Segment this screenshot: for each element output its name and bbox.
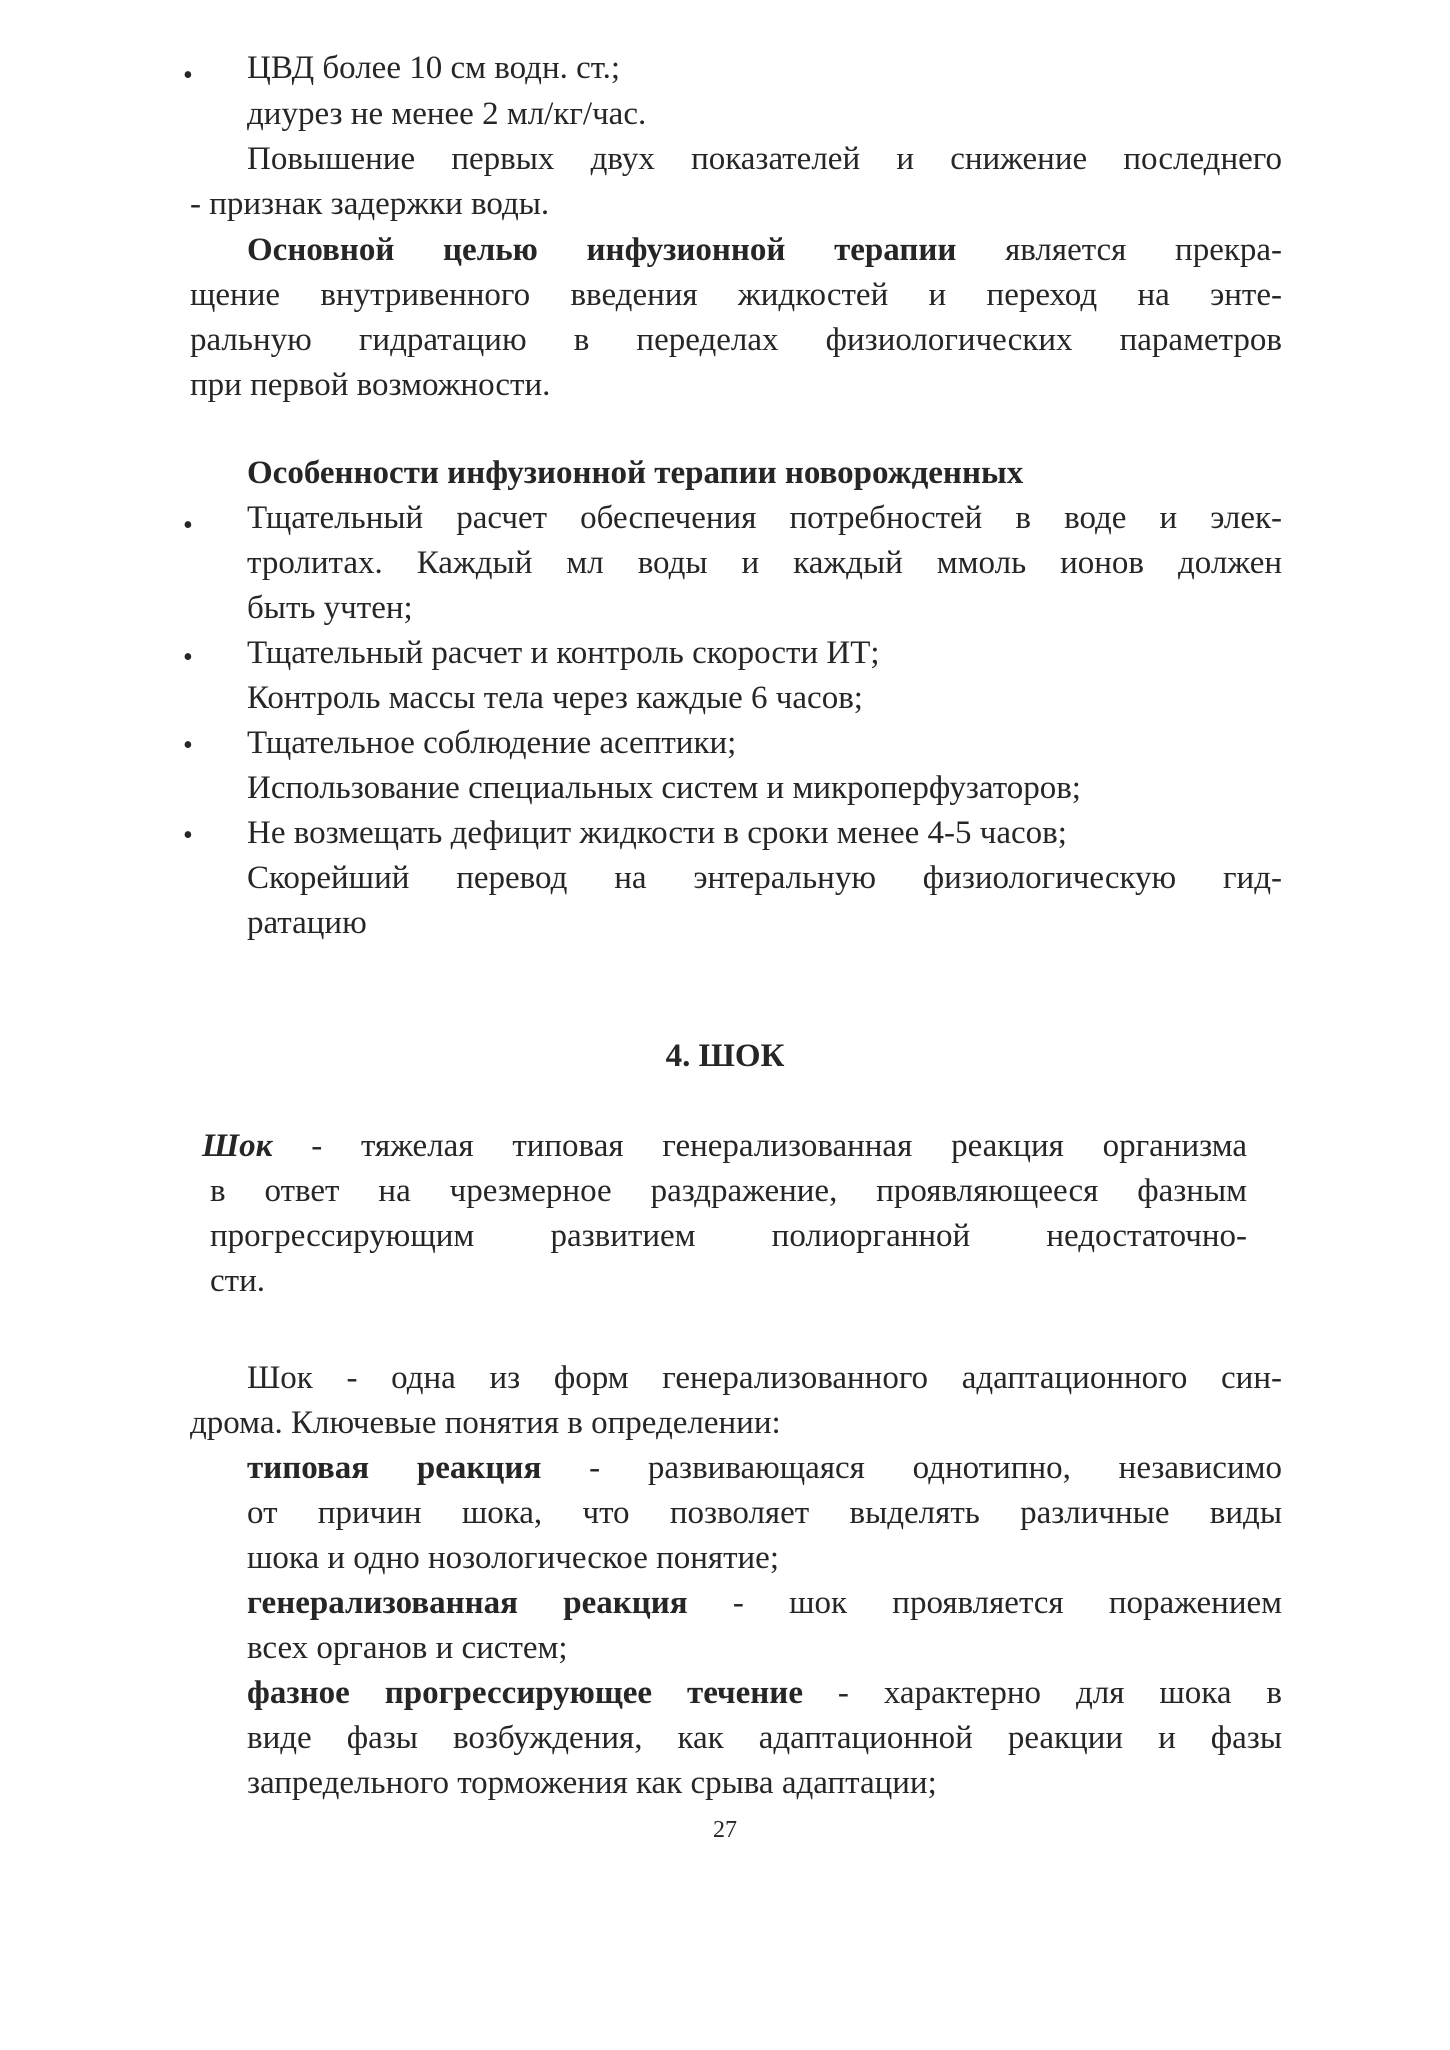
text-line	[202, 1130, 1247, 1163]
text-line: Повышение первых двух показателей и снижение последнего	[247, 141, 1282, 177]
text-line: Шок - одна из форм генерализованного адаптационного син-	[247, 1360, 1282, 1396]
text-line	[247, 1452, 1282, 1485]
text-line: ЦВД более 10 см водн. ст.;	[247, 50, 621, 86]
page-number: 27	[713, 1817, 737, 1843]
text-line	[247, 234, 1282, 267]
text-line: дрома. Ключевые понятия в определении:	[190, 1405, 781, 1441]
text-fragment: - шок проявляется поражением	[732, 1585, 1283, 1621]
bullet-marker: •	[183, 820, 193, 851]
term-phase-course: фазное прогрессирующее течение	[247, 1675, 803, 1711]
bold-phrase: Основной целью инфузионной терапии	[247, 232, 957, 268]
text-line: диурез не менее 2 мл/кг/час.	[247, 96, 647, 132]
text-fragment: - характерно для шока в	[837, 1675, 1282, 1711]
bullet-marker: •	[183, 510, 193, 541]
text-line: быть учтен;	[247, 590, 413, 626]
text-line: шока и одно нозологическое понятие;	[247, 1540, 779, 1576]
text-line: сти.	[210, 1263, 265, 1299]
text-line: Контроль массы тела через каждые 6 часов;	[247, 680, 863, 716]
text-line: в ответ на чрезмерное раздражение, проявляющееся фазным	[210, 1173, 1247, 1209]
text-fragment: - тяжелая типовая генерализованная реакция организма	[311, 1128, 1247, 1164]
text-line: тролитах. Каждый мл воды и каждый ммоль ионов должен	[247, 545, 1282, 581]
bullet-marker: •	[183, 642, 193, 673]
text-line: Тщательный расчет и контроль скорости ИТ;	[247, 635, 880, 671]
text-line: прогрессирующим развитием полиорганной недостаточно-	[210, 1218, 1247, 1254]
text-line: щение внутривенного введения жидкостей и переход на энте-	[190, 277, 1282, 313]
text-line: при первой возможности.	[190, 367, 551, 403]
text-line: Скорейший перевод на энтеральную физиологическую гид-	[247, 860, 1282, 896]
text-line: - признак задержки воды.	[190, 186, 550, 222]
text-line: от причин шока, что позволяет выделять различные виды	[247, 1495, 1282, 1531]
text-line: Тщательный расчет обеспечения потребностей в воде и элек-	[247, 500, 1282, 536]
text-line: Тщательное соблюдение асептики;	[247, 725, 737, 761]
text-line: Не возмещать дефицит жидкости в сроки менее 4-5 часов;	[247, 815, 1067, 851]
text-fragment: - развивающаяся однотипно, независимо	[589, 1450, 1282, 1486]
term-typical-reaction: типовая реакция	[247, 1450, 542, 1486]
term-shock: Шок	[202, 1128, 273, 1164]
text-line	[247, 1677, 1282, 1710]
term-generalized-reaction: генерализованная реакция	[247, 1585, 688, 1621]
text-line: ратацию	[247, 905, 367, 941]
bullet-marker: •	[183, 730, 193, 761]
text-line: всех органов и систем;	[247, 1630, 568, 1666]
text-line: запредельного торможения как срыва адаптации;	[247, 1765, 937, 1801]
section-heading: Особенности инфузионной терапии новорожденных	[247, 455, 1024, 491]
bullet-marker: •	[183, 60, 193, 91]
chapter-title: 4. ШОК	[665, 1038, 785, 1074]
text-fragment: является прекра-	[1005, 232, 1283, 268]
text-line: виде фазы возбуждения, как адаптационной реакции и фазы	[247, 1720, 1282, 1756]
text-line	[247, 1587, 1282, 1620]
text-line: Использование специальных систем и микроперфузаторов;	[247, 770, 1081, 806]
text-line: ральную гидратацию в переделах физиологических параметров	[190, 322, 1282, 358]
